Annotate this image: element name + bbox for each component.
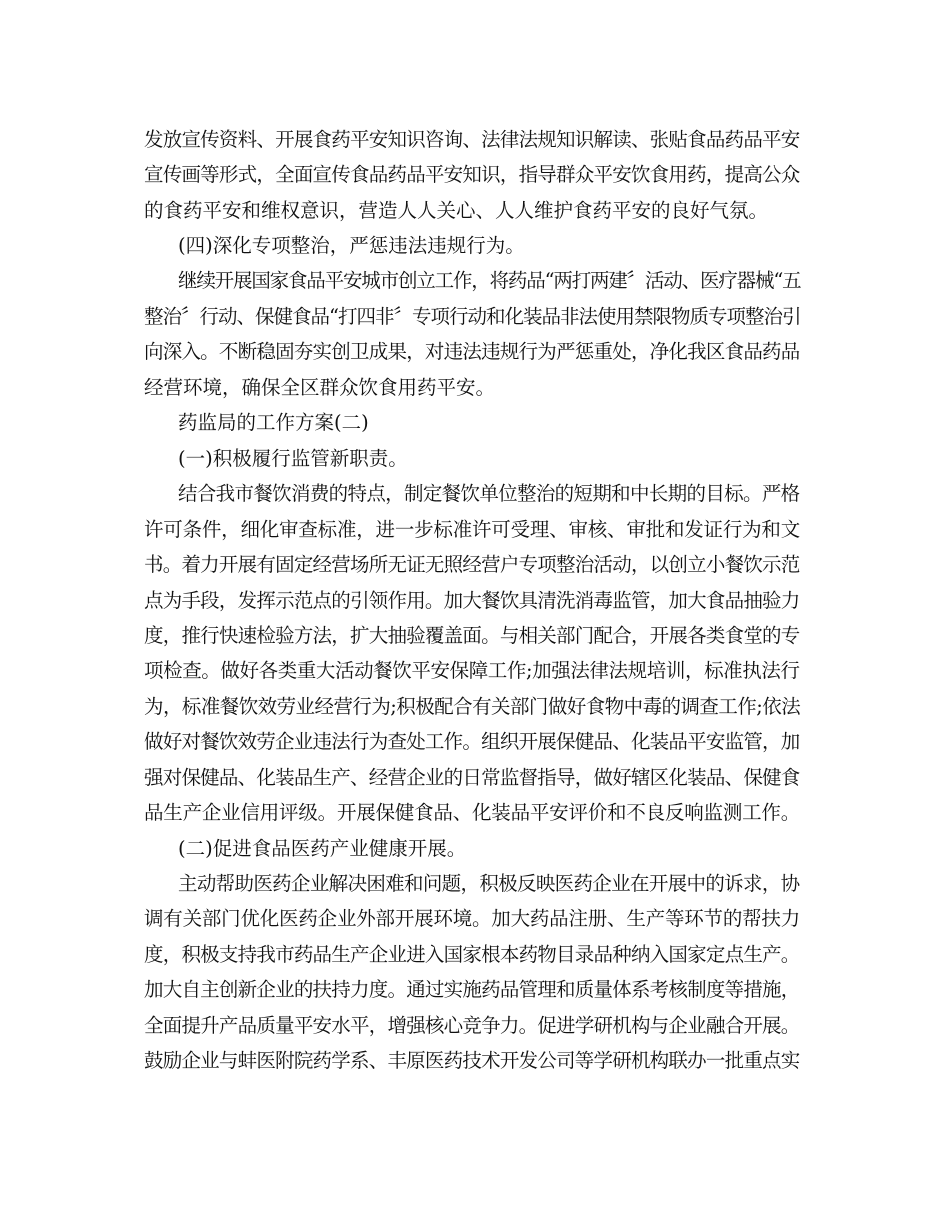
section-heading: (一)积极履行监管新职责。: [178, 447, 408, 470]
section-heading: (二)促进食品医药产业健康开展。: [178, 837, 467, 860]
paragraph-line: 整治〞行动、保健食品“打四非〞专项行动和化装品非法使用禁限物质专项整治引: [144, 305, 801, 328]
paragraph-line: 继续开展国家食品平安城市创立工作，将药品“两打两建〞活动、医疗器械“五: [178, 269, 801, 292]
paragraph-line: 向深入。不断稳固夯实创卫成果，对违法违规行为严惩重处，净化我区食品药品: [144, 340, 800, 363]
paragraph-line: 发放宣传资料、开展食药平安知识咨询、法律法规知识解读、张贴食品药品平安: [144, 128, 800, 151]
paragraph-line: 度，积极支持我市药品生产企业进入国家根本药物目录品种纳入国家定点生产。: [144, 943, 800, 966]
paragraph-line: 结合我市餐饮消费的特点，制定餐饮单位整治的短期和中长期的目标。严格: [178, 482, 800, 505]
paragraph-line: 许可条件，细化审查标准，进一步标准许可受理、审核、审批和发证行为和文: [144, 518, 801, 541]
paragraph-line: 为，标准餐饮效劳业经营行为;积极配合有关部门做好食物中毒的调查工作;依法: [144, 695, 801, 718]
paragraph-line: 品生产企业信用评级。开展保健食品、化装品平安评价和不良反响监测工作。: [144, 801, 801, 824]
paragraph-line: 宣传画等形式，全面宣传食品药品平安知识，指导群众平安饮食用药，提高公众: [144, 163, 800, 186]
paragraph-line: 强对保健品、化装品生产、经营企业的日常监督指导，做好辖区化装品、保健食: [144, 766, 800, 789]
paragraph-line: 全面提升产品质量平安水平，增强核心竞争力。促进学研机构与企业融合开展。: [144, 1014, 800, 1037]
paragraph-line: 项检查。做好各类重大活动餐饮平安保障工作;加强法律法规培训，标准执法行: [144, 659, 800, 682]
document-subtitle: 药监局的工作方案(二): [178, 411, 369, 434]
section-heading: (四)深化专项整治，严惩违法违规行为。: [178, 234, 525, 257]
paragraph-line: 主动帮助医药企业解决困难和问题，积极反映医药企业在开展中的诉求，协: [178, 872, 800, 895]
paragraph-line: 度，推行快速检验方法，扩大抽验覆盖面。与相关部门配合，开展各类食堂的专: [144, 624, 800, 647]
paragraph-line: 做好对餐饮效劳企业违法行为查处工作。组织开展保健品、化装品平安监管，加: [144, 730, 800, 753]
paragraph-line: 点为手段，发挥示范点的引领作用。加大餐饮具清洗消毒监管，加大食品抽验力: [144, 589, 800, 612]
paragraph-line: 的食药平安和维权意识，营造人人关心、人人维护食药平安的良好气氛。: [144, 199, 769, 222]
paragraph-line: 加大自主创新企业的扶持力度。通过实施药品管理和质量体系考核制度等措施，: [144, 978, 800, 1001]
paragraph-line: 书。着力开展有固定经营场所无证无照经营户专项整治活动，以创立小餐饮示范: [144, 553, 800, 576]
paragraph-line: 鼓励企业与蚌医附院药学系、丰原医药技术开发公司等学研机构联办一批重点实: [144, 1049, 800, 1072]
paragraph-line: 经营环境，确保全区群众饮食用药平安。: [144, 376, 496, 399]
paragraph-line: 调有关部门优化医药企业外部开展环境。加大药品注册、生产等环节的帮扶力: [144, 907, 801, 930]
